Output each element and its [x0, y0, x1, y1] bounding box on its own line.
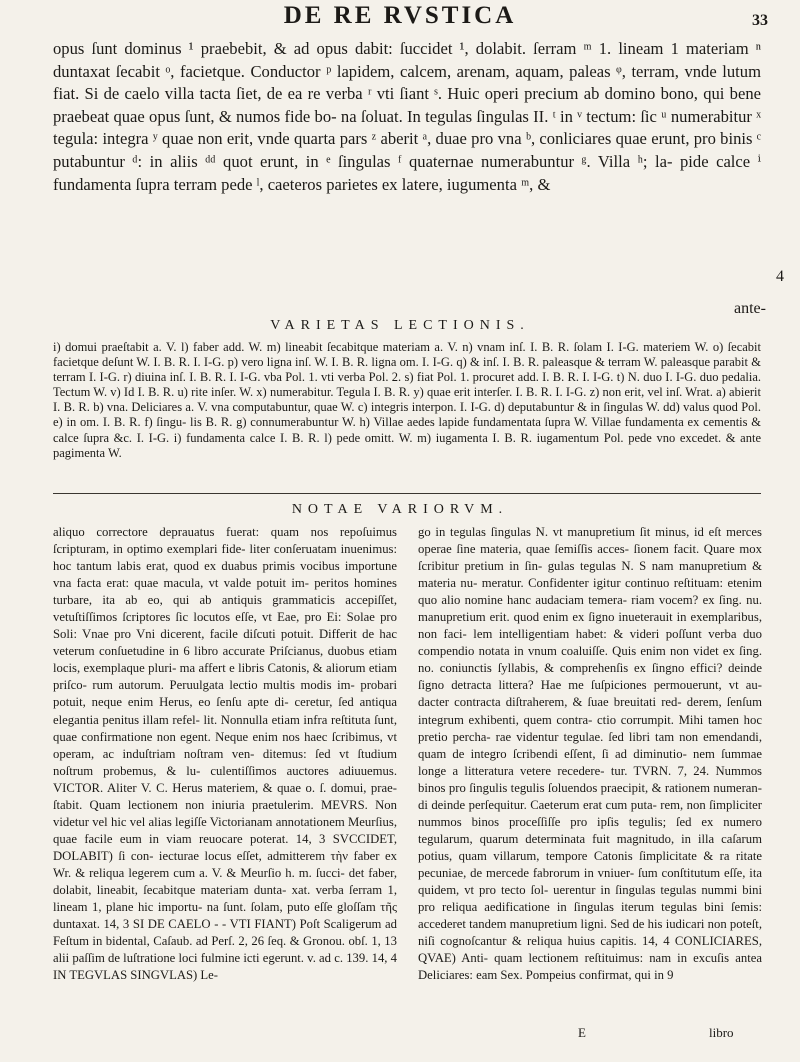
notes-left-column [53, 524, 397, 984]
signature-mark: E [578, 1025, 586, 1040]
section-divider [53, 493, 761, 494]
main-paragraph: opus ſunt dominus ¹ praebebit, & ad opus dabit: ſuccidet ¹, dolabit. ſerram ᵐ 1. lineam 1 materiam ⁿ duntaxat ſecabit ᵒ, facietque. Conductor ᵖ lapidem, calcem, arenam, aquam, paleas ᵠ, terram, vnde lutum fiat. Si de caelo villa tacta ſiet, de ea re verba ʳ vti ſiant ˢ. Huic operi precium ab domino bono, qui bene praebeat quae opus ſunt, & numos fide bo- na ſoluat. In tegulas ſingulas II. ᵗ in ᵛ tectum: ſic ᵘ numerabitur ˣ tegula: integra ʸ quae non erit, vnde quarta pars ᶻ aberit ᵃ, duae pro vna ᵇ, conliciares quae erunt, pro binis ᶜ putabuntur ᵈ: in aliis ᵈᵈ quot erunt, in ᵉ ſingulas ᶠ quaternae numerabuntur ᵍ. Villa ʰ; la- pide calce ⁱ fundamenta ſupra terram pede ˡ, caeteros parietes ex latere, iugumenta ᵐ, & [53, 39, 761, 194]
main-text [53, 38, 761, 196]
variant-readings-title: VARIETAS LECTIONIS. [270, 318, 530, 333]
notes-right-column [418, 524, 762, 984]
notes-left-text: aliquo correctore deprauatus fuerat: quam nos repoſuimus ſcripturam, in optimo exemplari fide- liter conſeruatam inuenimus: hoc tantum labis erat, quod ex duabus primis vocibus importune vna facta erat: quae macula, vt valde potuit im- peritos homines turbare, ita ab eo, qui ab antiquis grammaticis accepiſſet, vetuſtiſſimos ſcriptores ſic locutos eſſe, vt Eae, pro Ei: Solae pro Soli: Vnae pro Vni dicerent, facile diſcuti potuit. Differit de hac veterum conſuetudine in 6 libro accurate Priſcianus, duobus etiam locis, exemplaque pluri- ma affert e libris Catonis, & aliorum etiam priſco- rum autorum. Peruulgata lectio multis modis im- probari potuit, neque enim Herus, eo ſenſu apte di- ceretur, ſed antiqua elegantia penitus illam refel- lit. Nonnulla etiam infra reſtituta ſunt, quae confirmatione non egent. Neque enim nos haec ſcribimus, vt operam, ac induſtriam noſtram ven- ditemus: ſed vt ſtudium noſtrum probemus, & lu- culentiſſimos auctores adiuuemus. VICTOR. Aliter V. C. Herus materiem, & quae o. ſ. domui, prae- ſtabit. Quam lectionem non iniuria praetulerim. MEVRS. Non videtur vel hic vel alias legiſſe Victorianam annotationem Meurſius, quae facile eum in viam reuocare poterat. 14, 3 SVCCIDET, DOLABIT) ſi con- iecturae locus eſſet, admitterem τὴν faber ex Wr. & reliqua legerem cum a. V. & Meurſio h. m. ſucci- det faber, dolabit, lineabit, ſecabitque materiam dunta- xat. verba ſerram 1, lineam 1, plane hic importu- na ſunt. ſolam, puto eſſe gloſſam τῆς duntaxat. 14, 3 SI DE CAELO - - VTI FIANT) Poſt Scaligerum ad Feſtum in bidental, Caſaub. ad Perſ. 2, 26 ſeq. & Gronou. obſ. 1, 13 alii paſſim de luſtratione loci fulmine icti egerunt. v. ad c. 139. 14, 4 IN TEGVLAS SINGVLAS) Le- [53, 525, 397, 983]
variant-readings [53, 340, 761, 461]
variant-readings-text: i) domui praeſtabit a. V. l) faber add. W. m) lineabit ſecabitque materiam a. V. n) vnam inſ. I. B. R. ſolam I. I-G. materiem W. o) ſecabit facietque deſunt W. I. B. R. I. I-G. p) vero ligna inſ. W. I. B. R. ligna om. I. I-G. q) & inſ. I. B. R. paleasque & terram W. paleasque parabit & terram I. I-G. r) diuina inſ. I. B. R. I. I-G. vba Pol. 1. vti verba Pol. 2. s) fiat Pol. 1. procuret add. I. B. R. I. I-G. t) N. duo I. I-G. duo pedalia. Tectum W. v) Id I. B. R. u) rite inſer. W. x) numerabitur. Tegula I. B. R. y) quae erit interſer. I. B. R. I. I-G. z) non erit, vel inſ. Wrat. a) abierit I. B. R. b) vna. Deliciares a. V. vna computabuntur, quae W. c) integris interpon. I. I-G. d) deputabuntur & in ſingulas W. dd) valus quod Pol. e) in om. I. B. R. f) ſingu- lis B. R. g) connumerabuntur W. h) Villae aedes lapide fundamentata ſupra W. Villae fundamenta ex cementis & calce ſupra &c. I. I-G. i) fundamenta calce I. B. R. l) pede omitt. W. m) iugamenta I. B. R. iugamentum Pol. pede vno excedet. & ante pagimenta W. [53, 340, 761, 460]
catchword: libro [709, 1025, 734, 1040]
notes-title: NOTAE VARIORVM. [291, 502, 509, 517]
page-number: 33 [752, 12, 768, 29]
notes-right-text: go in tegulas ſingulas N. vt manupretium ſit minus, id eſt merces operae ſine materia, quae ſemiſſis acces- ſionem facit. Quare mox ſcribitur pretium in ſin- gulas tegulas N. S nam manupretium & materia nu- meratur. Confidenter igitur continuo reſtituam: etenim quo alio nomine hanc audaciam temera- riam vocem? ex ſing. nu. manupretium erit. quod enim ex ſigno inueterauit in exemplaribus, non faci- lem intelligentiam habet: & videri poſſunt verba duo compendio notata in vnum coaluiſſe. Quis enim non videt ex ſing. no. coniunctis ſyllabis, & comprehenſis ex ſingno effici? deinde ſigno detracta littera? Hae me ſuſpiciones permouerunt, vt au- dacter contracta diſtraherem, & ſuae breuitati red- derem, ſenſum integrum exhibenti, quem contra- ctio corrumpit. Mihi tamen hoc pretio percha- rae videntur tegulae. ſed libri tam non emendandi, quam de integro ſcribendi eſſent, ſi ad diminutio- nem ſummae longe a litteratura vetere recedere- tur. TVRN. 7, 24. Nummos binos pro ſingulis tegulis ſoluendos praecipit, & rationem numeran- di deinde perſequitur. Caeterum erat cum puta- rem, non ſimpliciter nummos binos proceſſiſſe pro ipſis tegulis; ſed ex numero tegularum, quarum determinata fuit magnitudo, in illa caſarum potius, quam villarum, tempore Catonis ſimplicitate & ra ritate pecuniae, de mercede fabrorum in vniuer- ſum conſtitutum eſſe, ita quidem, vt pro tecto ſol- uerentur in ſingulas tegulas nummi bini pro reliqua aedificatione in ſingulas iterum tegulas bini ſemis: accederet tandem manupretium ligni. Sed de his iudicari non poteſt, niſi cognoſcantur & reliqua huius capitis. 14, 4 CONLICIARES, QVAE) Anti- quam lectionem reſtituimus: nam in excuſis antea Deliciares: eam Sex. Pompeius confirmat, qui in 9 [418, 525, 762, 983]
main-text-catchword: ante- [734, 300, 766, 317]
margin-note-number: 4 [776, 268, 784, 285]
running-head: DE RE RVSTICA [283, 2, 517, 29]
